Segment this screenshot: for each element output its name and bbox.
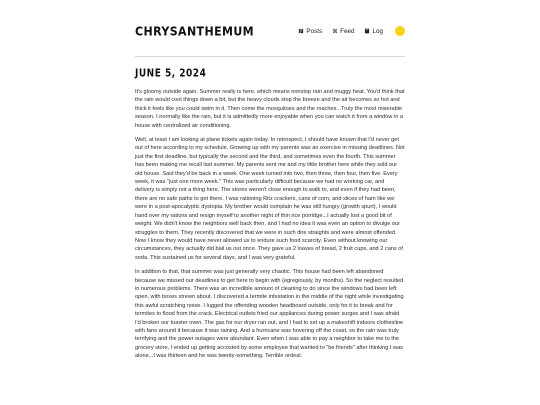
feed-icon: [332, 28, 338, 34]
post-date: JUNE 5, 2024: [135, 68, 207, 80]
post-paragraph: In addition to that, that summer was just generally very chaotic. This house had been left abandoned because we missed our deadlines to get here to begin with (egregiously, by months). So the neglect resulted in numerous problems. There was an incredible amount of cleaning to do since the windows had been left open, with boxes strewn about. I discovered a termite infestation in the middle of the night while investigating this awful scratching noise. I lugged the offending wooden headboard outside, only for it to break and for termites to flood from the crack. Electrical outlets fried our appliances during power surges and I was afraid I'd broken our toaster oven. The gas for our dryer ran out, and I had to set up a makeshift indoors clothesline with fans around it because it was raining. And a hurricane was hovering off the coast, so the rain was truly terrifying and the power outages were abundant. Even when I was able to pay a neighbor to take me to the grocery store, I ended up getting accosted by some employee that wanted to "be friends" after thinking I was alone...I was thirteen and he was twenty-something. Terrible ordeal.: [135, 269, 404, 360]
site-title[interactable]: CHRYSANTHEMUM: [135, 23, 255, 39]
nav-item-log[interactable]: [364, 28, 383, 35]
posts-icon: [298, 28, 304, 34]
nav-label-log: Log: [372, 27, 383, 35]
nav-label-feed: Feed: [340, 27, 355, 35]
nav-item-feed[interactable]: [332, 28, 354, 35]
post-body: [135, 88, 405, 405]
site-header: [135, 20, 405, 42]
nav-item-posts[interactable]: [298, 28, 322, 35]
post-paragraph: It's gloomy outside again. Summer really is here, which means nonstop rain and muggy heat. You'd think that the rain would cool things down a bit, but the heavy clouds stop the breeze and the air becomes so hot and thick it feels like you could swim in it. Then come the mosquitoes and the roaches...Truly the most miserable season. I normally like the rain, but it is admittedly more enjoyable when you can watch it from a window in a house with centralized air conditioning.: [135, 89, 405, 129]
log-icon: [364, 28, 370, 34]
post-paragraph: Well, at least I am looking at plane tickets again today. In retrospect, I should have known that I'd never get out of here according to my schedule. Growing up with my parents was an exercise in missing deadlines. Not just the first deadline, but typically the second and the third, and sometimes even the fourth. This summer has been making me recall last summer. My parents sent me and my little brother here while they sold our old house. Said they'd be back in a week. One week turned into two, then three, then four, then five. Every week, it was "just one more week." This was particularly difficult because we had no working car, and delivery is simply not a thing here. The stores weren't close enough to walk to, and even if they had been, there are no safe paths to get there. I was rationing Ritz crackers, cans of corn, and slices of ham like we were in a post-apocalyptic dystopia. My brother would complain he was still hungry (growth spurt), I would hand over my rations and resign myself to another night of thin rice porridge...I actually lost a good bit of weight. We didn't know the neighbors well back then, and I had no idea it was even an option to divulge our struggles to them. They recently discovered that we were in such dire straights and were almost offended. Now I know they would have never allowed us to endure such food scarcity. Even without knowing our circumstances, they actually did bail us out once. They gave us 2 loaves of bread, 2 fruit cups, and 2 cans of soda. This sustained us for several days, and I was very grateful.: [135, 137, 405, 261]
header-divider: [135, 56, 405, 57]
main-nav: [298, 26, 405, 36]
theme-toggle-button[interactable]: [395, 26, 405, 36]
nav-label-posts: Posts: [306, 27, 323, 35]
